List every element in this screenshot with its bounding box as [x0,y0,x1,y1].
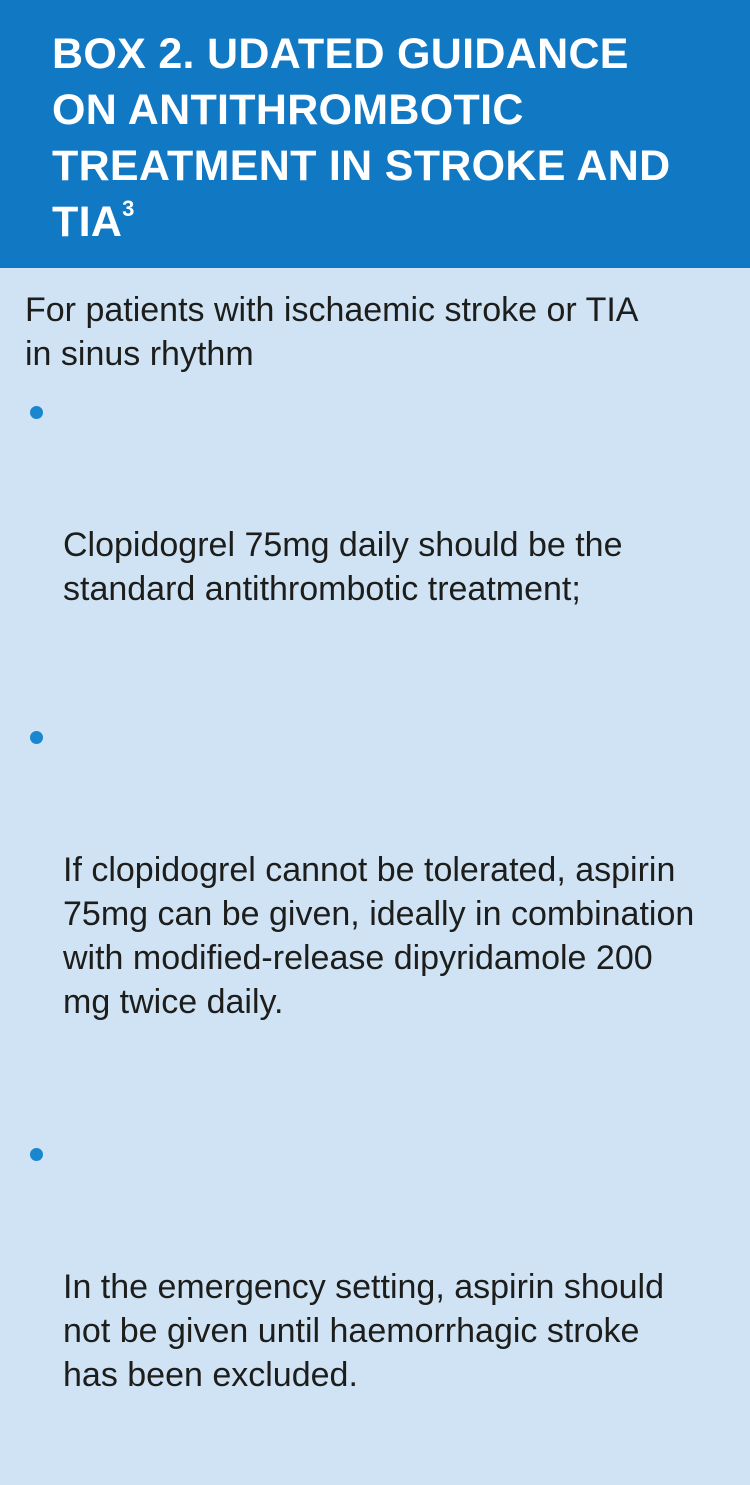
box-title [52,26,720,250]
bullet-list [25,391,750,1485]
bullet-dot-icon [30,731,43,744]
box-body [0,268,750,1394]
list-item [25,391,750,699]
bullet-dot-icon [30,406,43,419]
intro-text: For patients with ischaemic stroke or TIA in sinus rhythm [25,291,639,373]
title-reference-superscript: 3 [122,196,135,221]
list-item [25,1133,750,1485]
box-header [0,0,750,268]
list-item-text: If clopidogrel cannot be tolerated, aspirin 75mg can be given, ideally in combination with modified-release dipyridamole 200 mg twice daily. [63,851,695,1021]
list-item-text: In the emergency setting, aspirin should not be given until haemorrhagic stroke has been excluded. [63,1268,665,1394]
list-item [25,716,750,1112]
list-item-text: Clopidogrel 75mg daily should be the standard antithrombotic treatment; [63,526,623,608]
box-title-text: BOX 2. UDATED GUIDANCE ON ANTITHROMBOTIC TREATMENT IN STROKE AND TIA [52,30,671,246]
bullet-dot-icon [30,1148,43,1161]
